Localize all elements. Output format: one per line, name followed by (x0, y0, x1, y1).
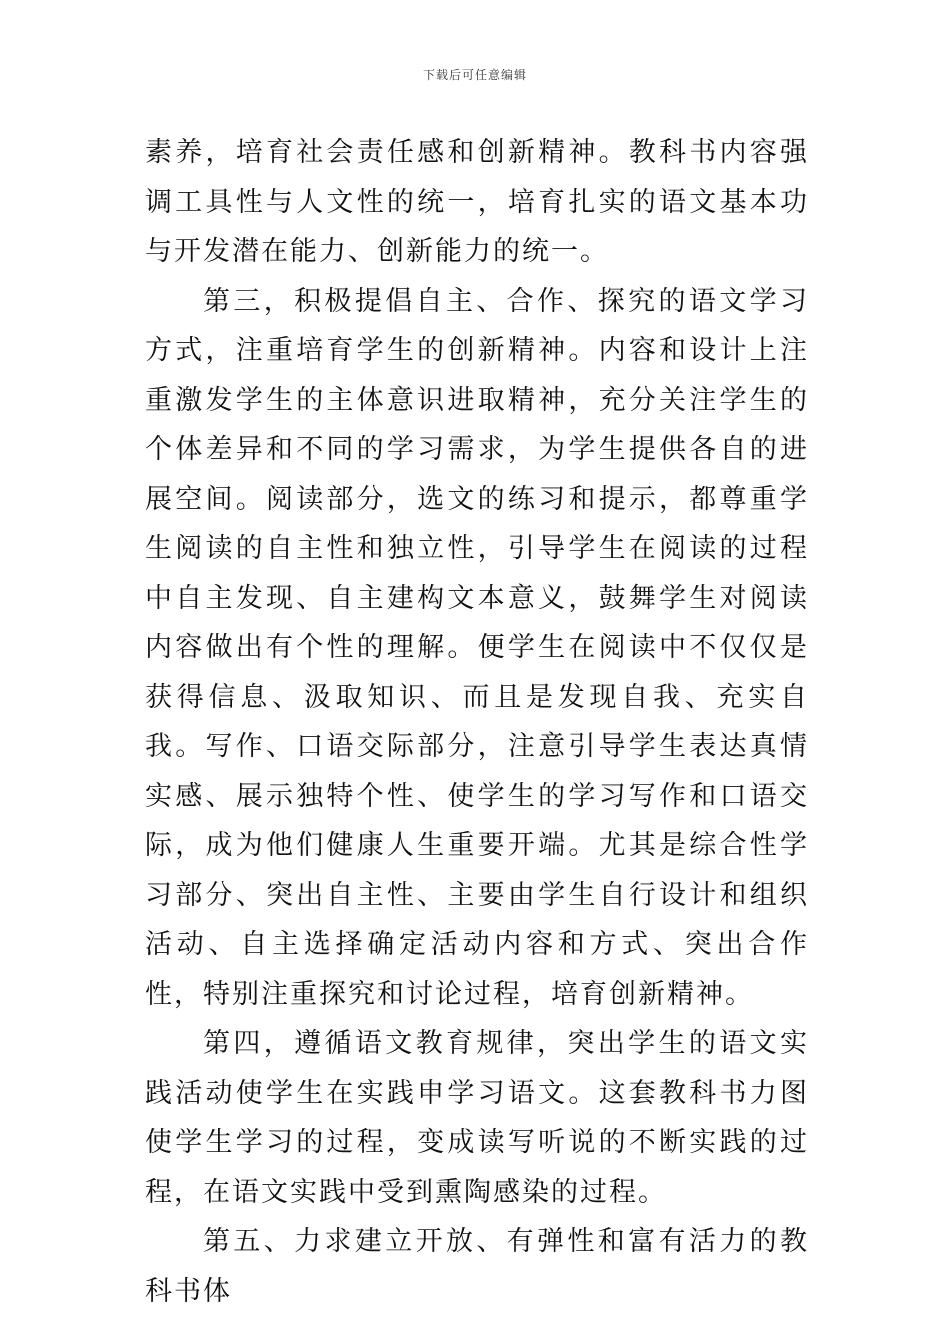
document-body (145, 128, 809, 1316)
paragraph-2: 第三，积极提倡自主、合作、探究的语文学习方式，注重培育学生的创新精神。内容和设计上注重激发学生的主体意识进取精神，充分关注学生的个体差异和不同的学习需求，为学生提供各自的进展空间。阅读部分，选文的练习和提示，都尊重学生阅读的自主性和独立性，引导学生在阅读的过程中自主发现、自主建构文本意义，鼓舞学生对阅读内容做出有个性的理解。便学生在阅读中不仅仅是获得信息、汲取知识、而且是发现自我、充实自我。写作、口语交际部分，注意引导学生表达真情实感、展示独特个性、使学生的学习写作和口语交际，成为他们健康人生重要开端。尤其是综合性学习部分、突出自主性、主要由学生自行设计和组织活动、自主选择确定活动内容和方式、突出合作性，特别注重探究和讨论过程，培育创新精神。 (145, 285, 809, 1010)
paragraph-4: 第五、力求建立开放、有弹性和富有活力的教科书体 (145, 1226, 809, 1307)
paragraph-1: 素养，培育社会责任感和创新精神。教科书内容强调工具性与人文性的统一，培育扎实的语文基本功与开发潜在能力、创新能力的统一。 (145, 137, 809, 267)
paragraph-3: 第四，遵循语文教育规律，突出学生的语文实践活动使学生在实践申学习语文。这套教科书力图使学生学习的过程，变成读写听说的不断实践的过程，在语文实践中受到熏陶感染的过程。 (145, 1028, 809, 1208)
page-header: 下载后可任意编辑 (422, 68, 527, 82)
